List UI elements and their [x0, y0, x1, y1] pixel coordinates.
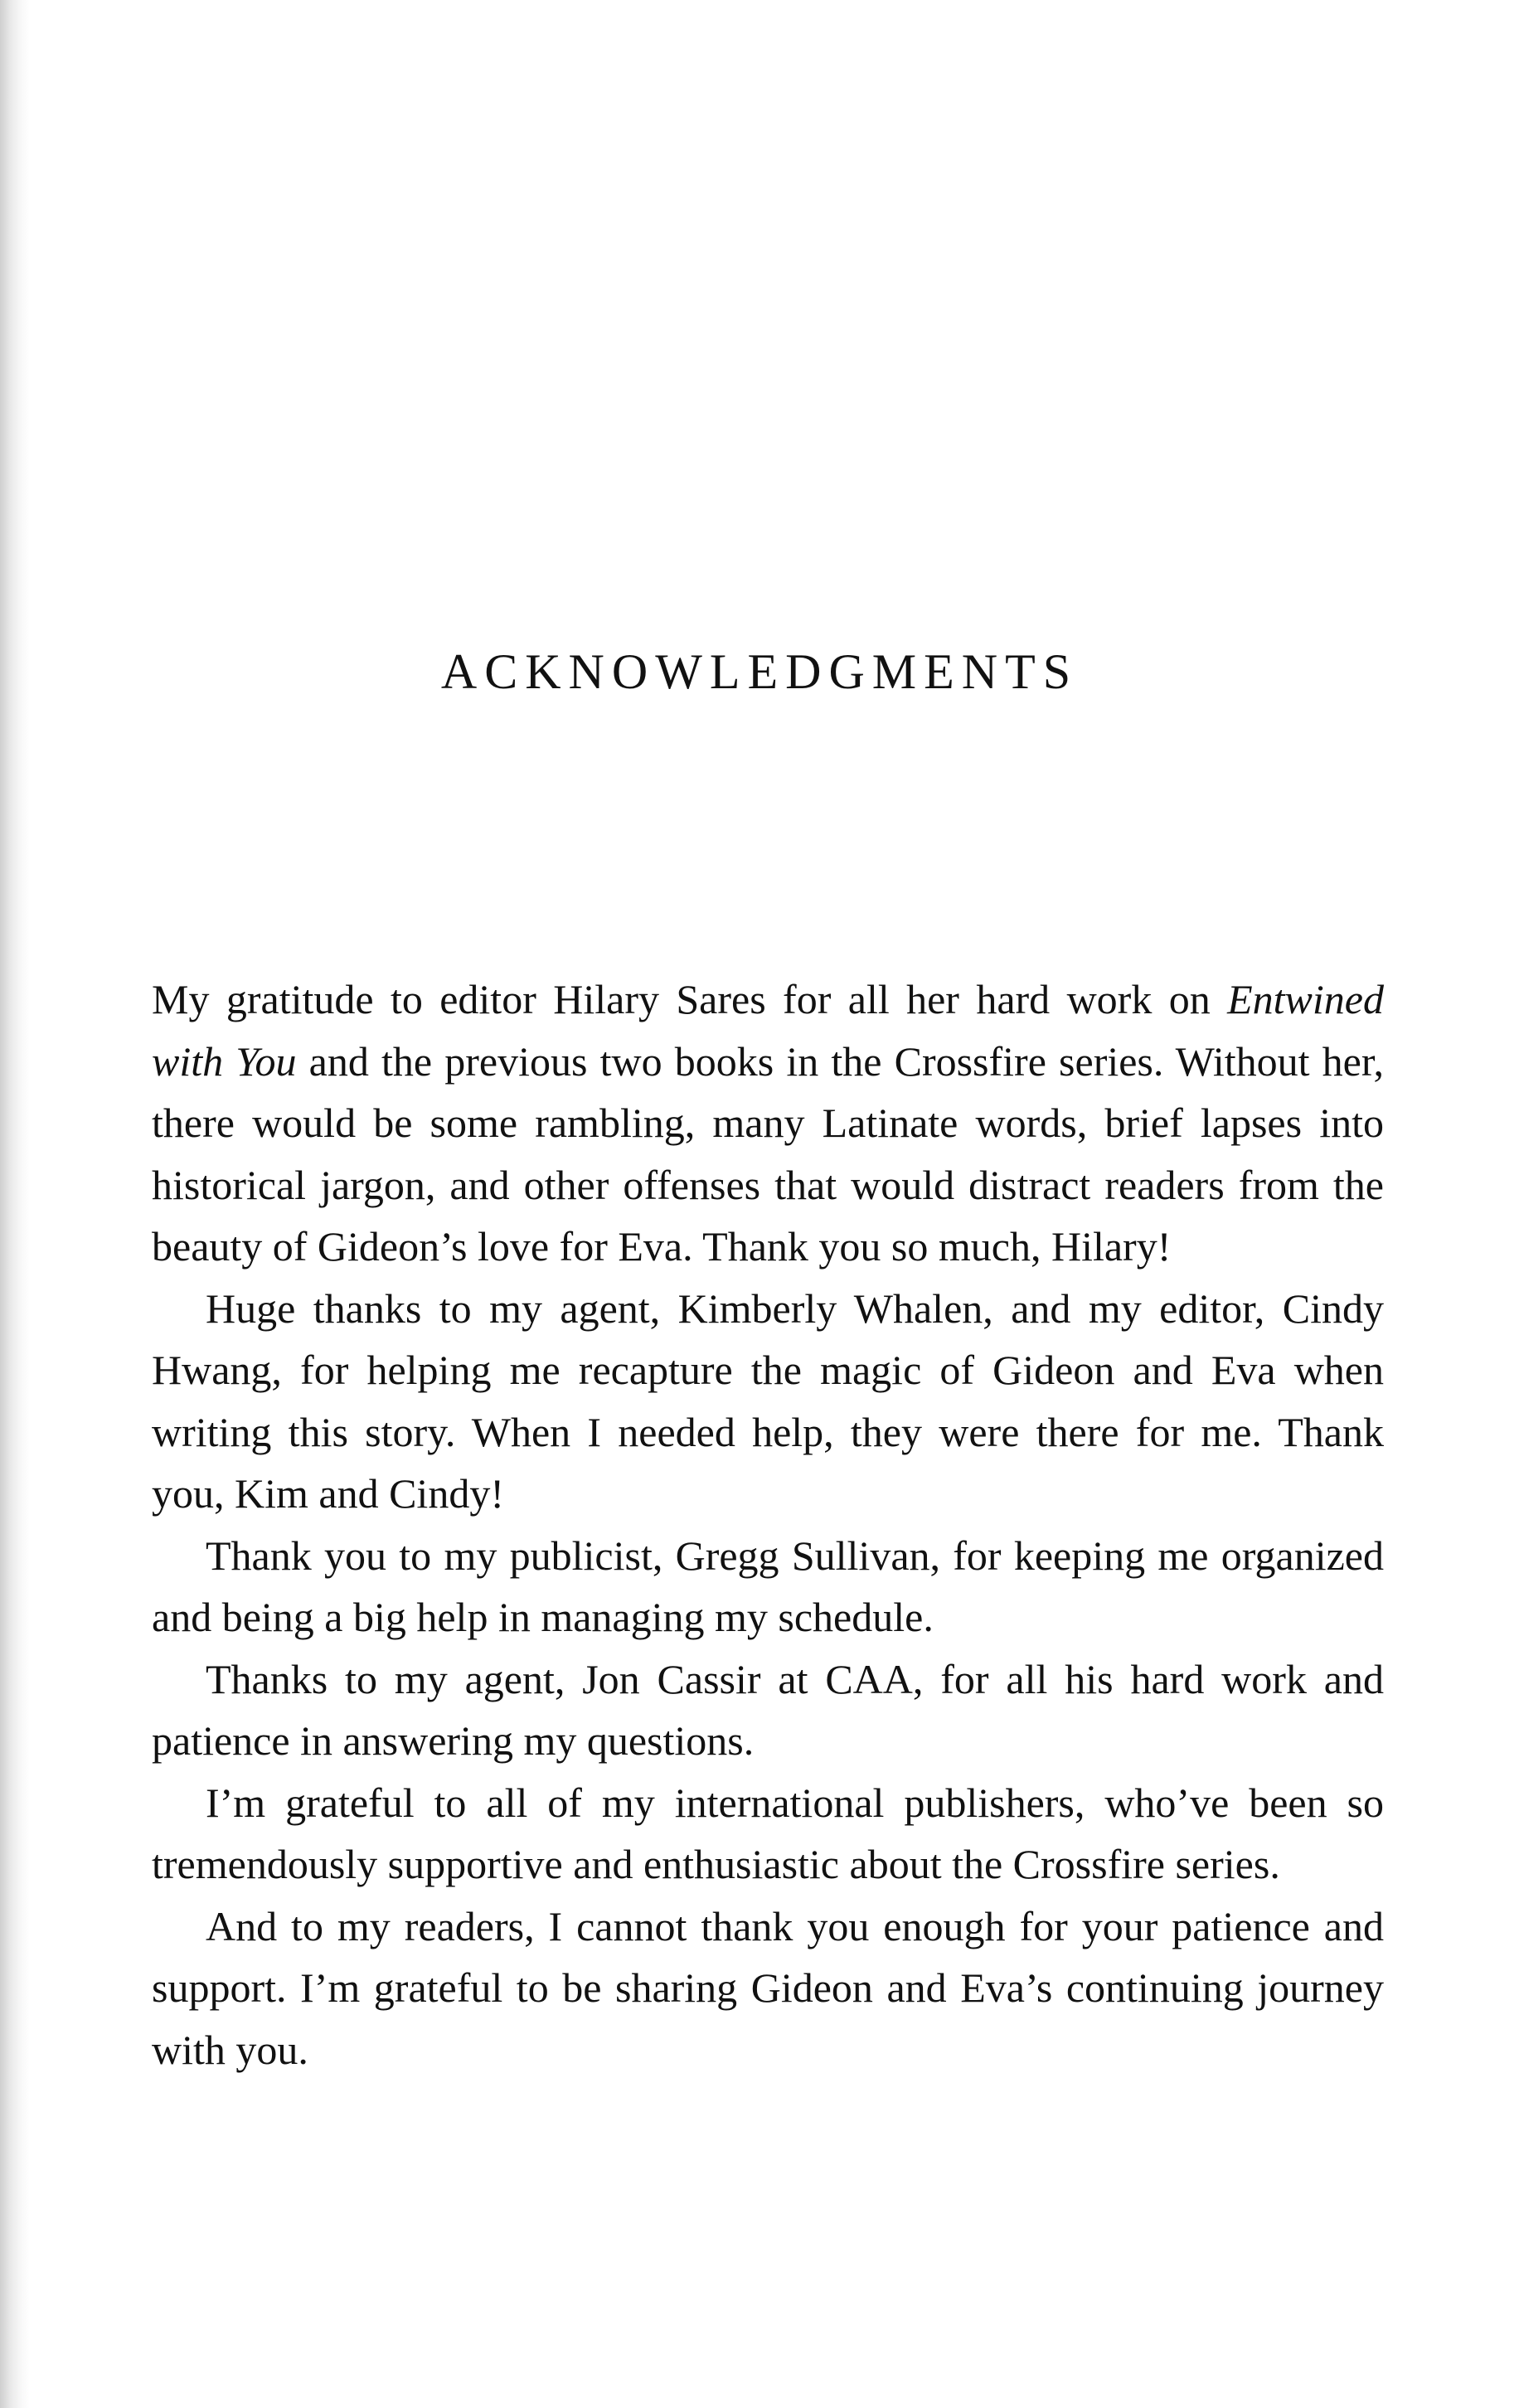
paragraph-6: And to my readers, I cannot thank you enough for your patience and support. I’m grateful to be sharing Gideon and Eva’s continuing journey with you.: [152, 1902, 1384, 2073]
acknowledgments-body: [152, 969, 1384, 2080]
paragraph-1-text-before: My gratitude to editor Hilary Sares for all her hard work on: [152, 976, 1228, 1022]
paragraph-3: Thank you to my publicist, Gregg Sullivan, for keeping me organized and being a big help in managing my schedule.: [152, 1532, 1384, 1640]
paragraph-1: [152, 969, 1384, 1278]
page-title: ACKNOWLEDGMENTS: [440, 644, 1079, 699]
paragraph-4: Thanks to my agent, Jon Cassir at CAA, for all his hard work and patience in answering my questions.: [152, 1655, 1384, 1764]
page-gutter-shadow: [0, 0, 30, 2408]
book-title-italic: Entwined with You: [152, 976, 1384, 1085]
paragraph-2: Huge thanks to my agent, Kimberly Whalen, and my editor, Cindy Hwang, for helping me recapture the magic of Gideon and Eva when writing this story. When I needed help, they were there for me. Thank you, Kim and Cindy!: [152, 1284, 1384, 1517]
paragraph-1-text-after: and the previous two books in the Crossfire series. Without her, there would be some rambling, many Latinate words, brief lapses into historical jargon, and other offenses that would distract readers from the beauty of Gideon’s love for Eva. Thank you so much, Hilary!: [152, 1037, 1384, 1270]
paragraph-5: I’m grateful to all of my international publishers, who’ve been so tremendously supportive and enthusiastic about the Crossfire series.: [152, 1779, 1384, 1887]
